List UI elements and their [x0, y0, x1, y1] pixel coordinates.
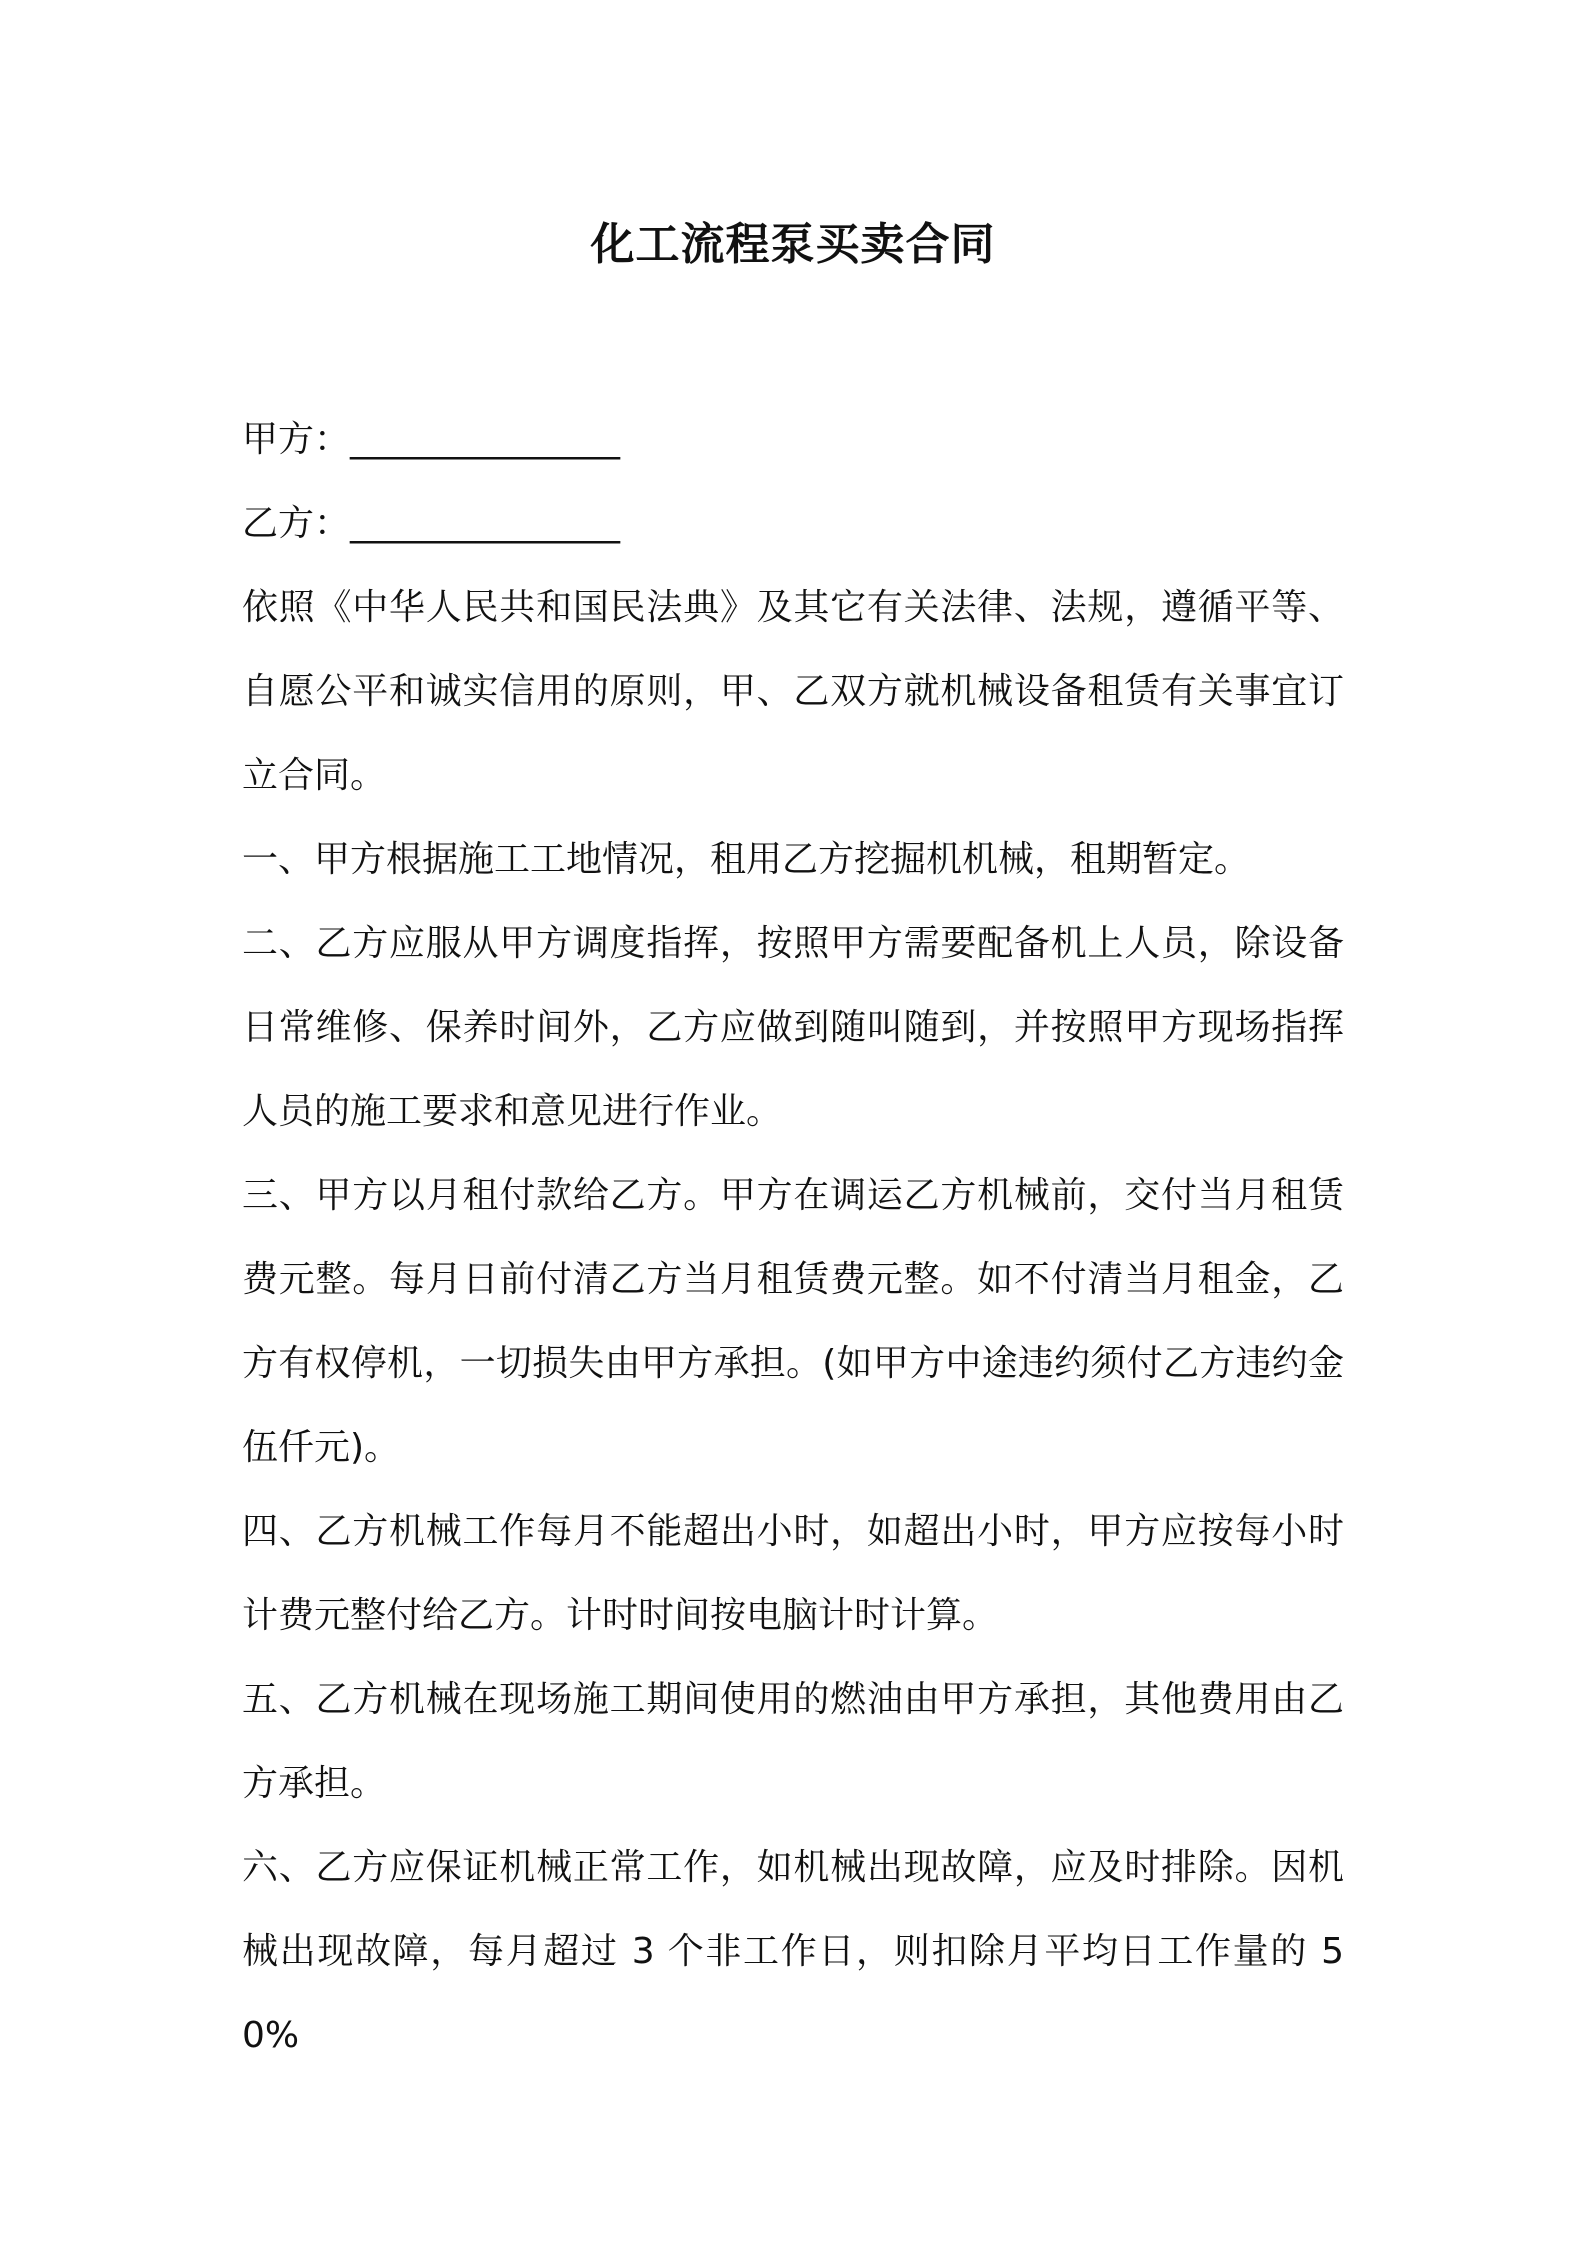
document-title: 化工流程泵买卖合同: [590, 219, 996, 270]
contract-body: [242, 566, 1344, 2078]
clause-5-paragraph: 五、乙方机械在现场施工期间使用的燃油由甲方承担，其他费用由乙方承担。: [242, 1679, 1344, 1804]
clause-3-paragraph: 三、甲方以月租付款给乙方。甲方在调运乙方机械前，交付当月租赁费元整。每月日前付清乙方当月租赁费元整。如不付清当月租金，乙方有权停机，一切损失由甲方承担。(如甲方中途违约须付乙方违约金伍仟元)。: [242, 1175, 1344, 1468]
clause-2-paragraph: 二、乙方应服从甲方调度指挥，按照甲方需要配备机上人员，除设备日常维修、保养时间外，乙方应做到随叫随到，并按照甲方现场指挥人员的施工要求和意见进行作业。: [242, 923, 1344, 1132]
party-block: [242, 398, 1344, 566]
party-b-line: 乙方：_______________: [242, 503, 621, 544]
preamble-paragraph: 依照《中华人民共和国民法典》及其它有关法律、法规，遵循平等、自愿公平和诚实信用的原则，甲、乙双方就机械设备租赁有关事宜订立合同。: [242, 587, 1344, 796]
party-a-line: 甲方：_______________: [242, 419, 621, 460]
clause-4-paragraph: 四、乙方机械工作每月不能超出小时，如超出小时，甲方应按每小时计费元整付给乙方。计时时间按电脑计时计算。: [242, 1511, 1344, 1636]
clause-6-paragraph: 六、乙方应保证机械正常工作，如机械出现故障，应及时排除。因机械出现故障，每月超过 3 个非工作日，则扣除月平均日工作量的 50%: [242, 1847, 1344, 2056]
clause-1-paragraph: 一、甲方根据施工工地情况，租用乙方挖掘机机械，租期暂定。: [242, 839, 1251, 880]
